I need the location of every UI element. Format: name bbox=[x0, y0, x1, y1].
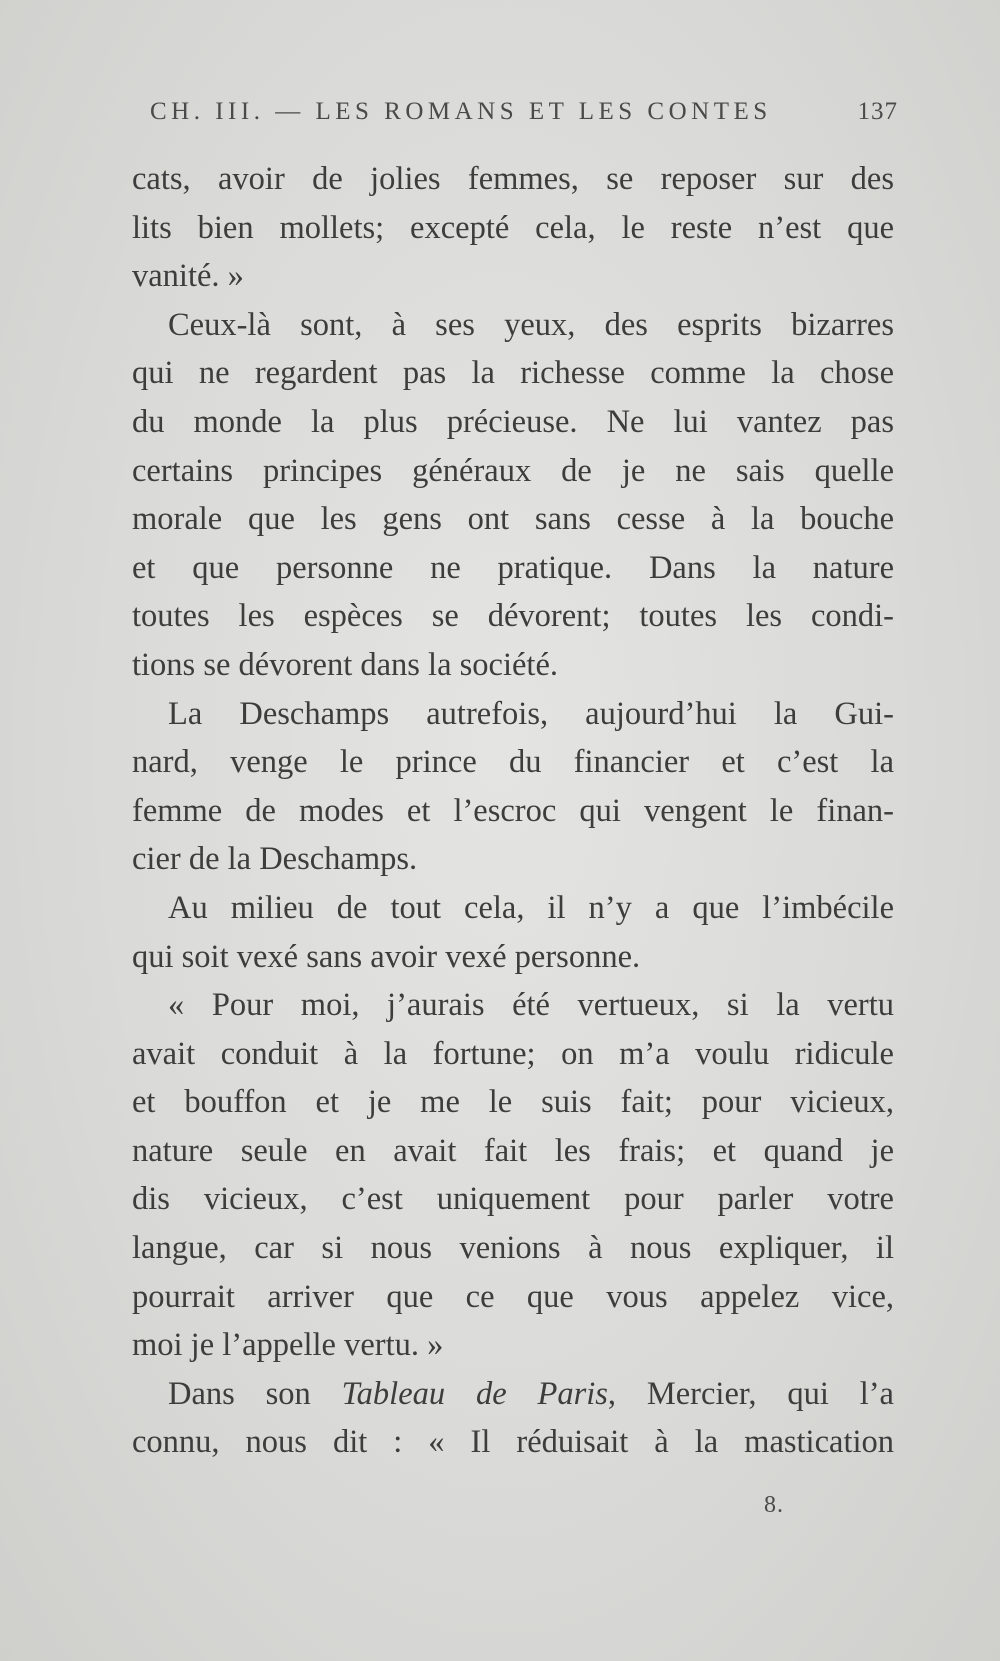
text-line: toutes les espèces se dévorent; toutes les condi- bbox=[132, 598, 894, 635]
text-line: cats, avoir de jolies femmes, se reposer sur des bbox=[132, 161, 894, 197]
text-fragment: Dans son bbox=[168, 1375, 342, 1412]
text-line: moi je l’appelle vertu. » bbox=[132, 1327, 444, 1364]
text-line: Ceux-là sont, à ses yeux, des esprits bizarres bbox=[168, 306, 894, 343]
text-line: lits bien mollets; excepté cela, le reste n’est que bbox=[132, 209, 894, 246]
text-line: pourrait arriver que ce que vous appelez vice, bbox=[132, 1278, 894, 1315]
text-line: « Pour moi, j’aurais été vertueux, si la vertu bbox=[168, 987, 894, 1024]
book-title-italic: Tableau de Paris bbox=[341, 1375, 608, 1412]
text-line: et que personne ne pratique. Dans la nature bbox=[132, 549, 894, 586]
text-line: qui soit vexé sans avoir vexé personne. bbox=[132, 938, 641, 975]
text-line: dis vicieux, c’est uniquement pour parler votre bbox=[132, 1181, 894, 1218]
text-line: qui ne regardent pas la richesse comme la chose bbox=[132, 355, 894, 392]
text-line: nature seule en avait fait les frais; et quand je bbox=[132, 1132, 894, 1169]
running-head bbox=[150, 98, 898, 134]
text-line-mixed bbox=[132, 1370, 894, 1419]
body-text bbox=[132, 155, 894, 1467]
page-number: 137 bbox=[857, 98, 898, 125]
text-line: Au milieu de tout cela, il n’y a que l’imbécile bbox=[168, 889, 894, 926]
signature-mark: 8. bbox=[764, 1492, 784, 1518]
text-line: langue, car si nous venions à nous expliquer, il bbox=[132, 1230, 894, 1267]
text-line: tions se dévorent dans la société. bbox=[132, 646, 558, 683]
text-line: du monde la plus précieuse. Ne lui vantez pas bbox=[132, 403, 894, 440]
text-line: cier de la Deschamps. bbox=[132, 841, 418, 878]
text-line: vanité. » bbox=[132, 258, 244, 295]
text-line: connu, nous dit : « Il réduisait à la mastication bbox=[132, 1424, 894, 1461]
text-line: certains principes généraux de je ne sais quelle bbox=[132, 452, 894, 489]
text-line: nard, venge le prince du financier et c’est la bbox=[132, 744, 894, 781]
text-line: avait conduit à la fortune; on m’a voulu ridicule bbox=[132, 1035, 894, 1072]
text-fragment: , Mercier, qui l’a bbox=[607, 1375, 894, 1412]
text-line: La Deschamps autrefois, aujourd’hui la Gui- bbox=[168, 695, 894, 732]
text-line: femme de modes et l’escroc qui vengent le finan- bbox=[132, 792, 894, 829]
text-line: morale que les gens ont sans cesse à la bouche bbox=[132, 501, 894, 538]
text-line: et bouffon et je me le suis fait; pour vicieux, bbox=[132, 1084, 894, 1121]
chapter-heading: CH. III. — LES ROMANS ET LES CONTES bbox=[150, 98, 772, 125]
